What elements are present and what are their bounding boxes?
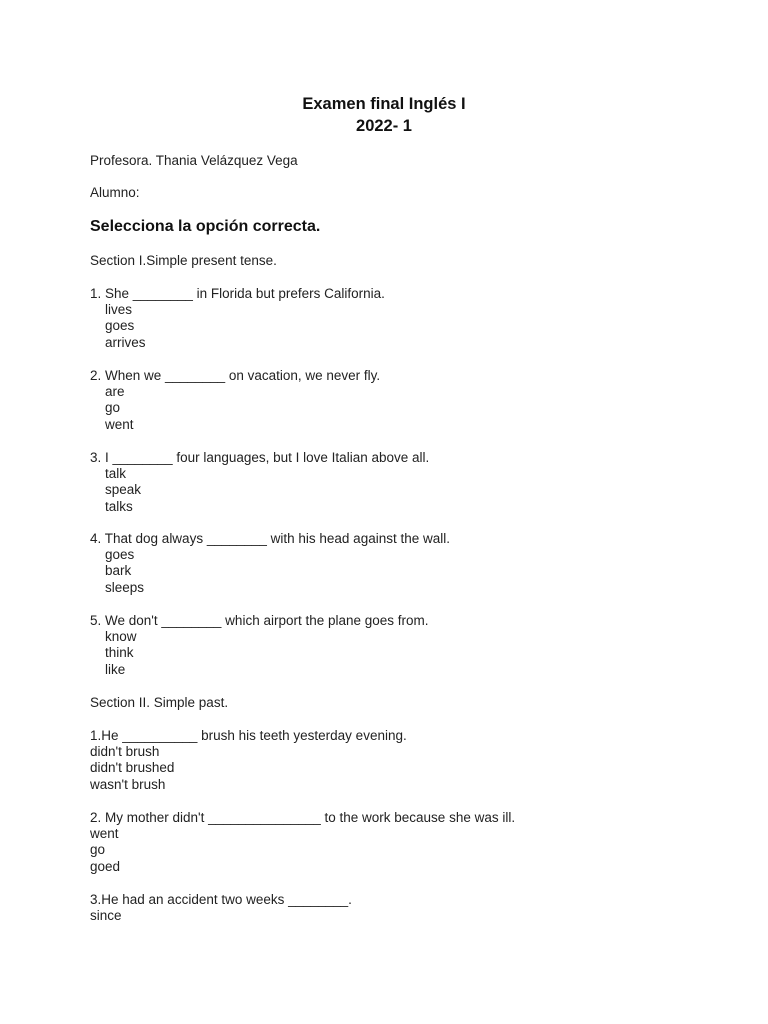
question-stem: 1.He __________ brush his teeth yesterday evening. <box>90 728 407 743</box>
question-s1-3 <box>90 449 429 515</box>
exam-title: Examen final Inglés I <box>302 95 466 113</box>
option: speak <box>105 482 142 498</box>
option-list <box>90 302 385 351</box>
option: arrives <box>105 334 146 350</box>
exam-term: 2022- 1 <box>356 117 412 135</box>
question-stem: 2. When we ________ on vacation, we never fly. <box>90 368 381 383</box>
option-list <box>90 908 352 924</box>
option: went <box>90 826 119 841</box>
question-s1-4 <box>90 530 450 596</box>
option: goes <box>105 547 135 562</box>
option: didn't brush <box>90 744 160 759</box>
option-list <box>90 466 429 515</box>
option-list <box>90 629 429 678</box>
option: didn't brushed <box>90 760 175 776</box>
question-stem: 4. That dog always ________ with his head against the wall. <box>90 531 450 546</box>
question-s1-2 <box>90 367 380 433</box>
question-stem: 2. My mother didn't _______________ to the work because she was ill. <box>90 810 516 825</box>
question-s1-5 <box>90 612 429 678</box>
option: bark <box>105 563 132 579</box>
option: talks <box>105 498 133 514</box>
exam-header <box>0 93 768 137</box>
option: think <box>105 645 134 661</box>
question-s2-1 <box>90 727 407 793</box>
option-list <box>90 384 380 433</box>
section-2-heading: Section II. Simple past. <box>90 695 229 710</box>
option: sleeps <box>105 579 145 595</box>
option: talk <box>105 466 127 481</box>
student-label: Alumno: <box>90 185 140 200</box>
question-stem: 3. I ________ four languages, but I love Italian above all. <box>90 450 430 465</box>
question-stem: 1. She ________ in Florida but prefers California. <box>90 286 385 301</box>
option-list <box>90 547 450 596</box>
option: know <box>105 629 137 644</box>
question-s2-2 <box>90 809 515 875</box>
option: are <box>105 384 125 399</box>
question-stem: 3.He had an accident two weeks ________. <box>90 892 352 907</box>
option: goes <box>105 318 135 334</box>
option: like <box>105 661 126 677</box>
question-stem: 5. We don't ________ which airport the plane goes from. <box>90 613 429 628</box>
option-list <box>90 744 407 793</box>
option: go <box>90 842 106 858</box>
option-list <box>90 826 515 875</box>
option: goed <box>90 858 121 874</box>
teacher-name: Profesora. Thania Velázquez Vega <box>90 153 298 168</box>
option: lives <box>105 302 133 317</box>
option: go <box>105 400 121 416</box>
question-s2-3 <box>90 891 352 924</box>
section-1-heading: Section I.Simple present tense. <box>90 253 277 268</box>
option: since <box>90 908 122 923</box>
option: went <box>105 416 134 432</box>
instructions: Selecciona la opción correcta. <box>90 218 321 235</box>
question-s1-1 <box>90 285 385 351</box>
option: wasn't brush <box>90 776 166 792</box>
